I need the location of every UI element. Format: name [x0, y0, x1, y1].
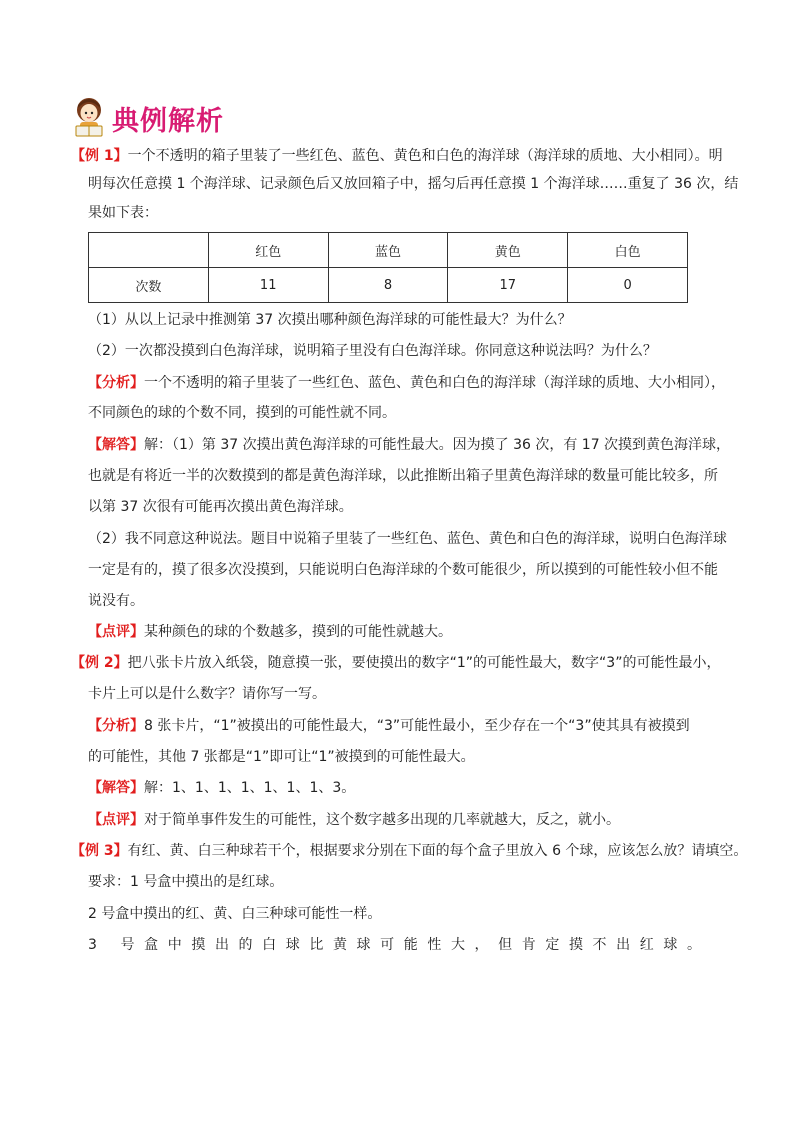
ex1-comment-tag: 【点评】 [88, 624, 144, 640]
table-header-cell: 蓝色 [328, 233, 448, 268]
ex1-tag: 【例 1】 [71, 148, 128, 164]
ex3-requirement-1: 要求：1 号盒中摸出的是红球。 [88, 874, 284, 890]
table-header-cell: 黄色 [448, 233, 568, 268]
ex2-analysis-tag: 【分析】 [88, 718, 144, 734]
ex1-analysis-line-1 [88, 373, 725, 393]
ex1-line-3: 果如下表： [88, 205, 158, 221]
table-cell: 17 [448, 268, 568, 303]
ex2-answer-text: 解：1、1、1、1、1、1、1、3。 [144, 780, 356, 796]
ex1-answer-line-1 [88, 435, 730, 455]
ex2-line-2: 卡片上可以是什么数字？请你写一写。 [88, 686, 326, 702]
table-header-cell [89, 233, 209, 268]
section-title: 典例解析 [112, 105, 224, 137]
table-header-cell: 红色 [208, 233, 328, 268]
ex2-comment-tag: 【点评】 [88, 812, 144, 828]
ex2-answer-line [88, 778, 355, 798]
ex3-requirement-3: 3 号盒中摸出的白球比黄球可能性大，但肯定摸不出红球。 [88, 937, 711, 953]
ex1-text-1: 一个不透明的箱子里装了一些红色、蓝色、黄色和白色的海洋球（海洋球的质地、大小相同）。明 [127, 148, 723, 164]
ex3-text-1: 有红、黄、白三种球若干个，根据要求分别在下面的每个盒子里放入 6 个球，应该怎么放？请填空。 [127, 843, 748, 859]
ex2-answer-tag: 【解答】 [88, 780, 144, 796]
ex1-question-1: （1）从以上记录中推测第 37 次摸出哪种颜色海洋球的可能性最大？为什么？ [88, 312, 572, 328]
ex1-answer-tag: 【解答】 [88, 437, 144, 453]
ex2-line-1 [71, 653, 720, 673]
ex1-answer-line-4: （2）我不同意这种说法。题目中说箱子里装了一些红色、蓝色、黄色和白色的海洋球，说明白色海洋球 [88, 531, 727, 547]
ex1-comment-line [88, 622, 452, 642]
ex2-tag: 【例 2】 [71, 655, 128, 671]
ex1-analysis-tag: 【分析】 [88, 375, 144, 391]
ex2-analysis-line-1 [88, 716, 690, 736]
ex3-tag: 【例 3】 [71, 843, 128, 859]
ex1-answer-line-6: 说没有。 [88, 593, 144, 609]
ex1-answer-text: 解：（1）第 37 次摸出黄色海洋球的可能性最大。因为摸了 36 次，有 17 次摸到黄色海洋球， [144, 437, 731, 453]
table-cell: 0 [568, 268, 688, 303]
girl-reading-icon [72, 96, 108, 140]
table-header-cell: 白色 [568, 233, 688, 268]
ex1-analysis-line-2: 不同颜色的球的个数不同，摸到的可能性就不同。 [88, 405, 396, 421]
ex1-line-2: 明每次任意摸 1 个海洋球、记录颜色后又放回箱子中，摇匀后再任意摸 1 个海洋球……重复了 36 次，结 [88, 176, 739, 192]
ex2-analysis-text: 8 张卡片，“1”被摸出的可能性最大，“3”可能性最小，至少存在一个“3”使其具有被摸到 [144, 718, 690, 734]
table-row [89, 268, 688, 303]
ex2-analysis-line-2: 的可能性，其他 7 张都是“1”即可让“1”被摸到的可能性最大。 [88, 749, 475, 765]
ex2-comment-line [88, 810, 620, 830]
ex1-comment-text: 某种颜色的球的个数越多，摸到的可能性就越大。 [144, 624, 452, 640]
table-cell: 11 [208, 268, 328, 303]
ex2-comment-text: 对于简单事件发生的可能性，这个数字越多出现的几率就越大，反之，就小。 [144, 812, 620, 828]
ex1-answer-line-2: 也就是有将近一半的次数摸到的都是黄色海洋球，以此推断出箱子里黄色海洋球的数量可能比较多，所 [88, 468, 718, 484]
ex1-analysis-text: 一个不透明的箱子里装了一些红色、蓝色、黄色和白色的海洋球（海洋球的质地、大小相同）， [144, 375, 725, 391]
results-table [88, 232, 688, 303]
table-cell: 次数 [89, 268, 209, 303]
table-cell: 8 [328, 268, 448, 303]
table-header-row [89, 233, 688, 268]
ex1-line-1 [71, 146, 723, 166]
ex3-line-1 [71, 841, 747, 861]
ex1-answer-line-3: 以第 37 次很有可能再次摸出黄色海洋球。 [88, 499, 353, 515]
section-header [72, 96, 224, 140]
ex2-text-1: 把八张卡片放入纸袋，随意摸一张，要使摸出的数字“1”的可能性最大，数字“3”的可能性最小， [127, 655, 721, 671]
ex1-answer-line-5: 一定是有的，摸了很多次没摸到，只能说明白色海洋球的个数可能很少，所以摸到的可能性较小但不能 [88, 562, 718, 578]
ex3-requirement-2: 2 号盒中摸出的红、黄、白三种球可能性一样。 [88, 906, 382, 922]
ex1-question-2: （2）一次都没摸到白色海洋球，说明箱子里没有白色海洋球。你同意这种说法吗？为什么？ [88, 343, 657, 359]
